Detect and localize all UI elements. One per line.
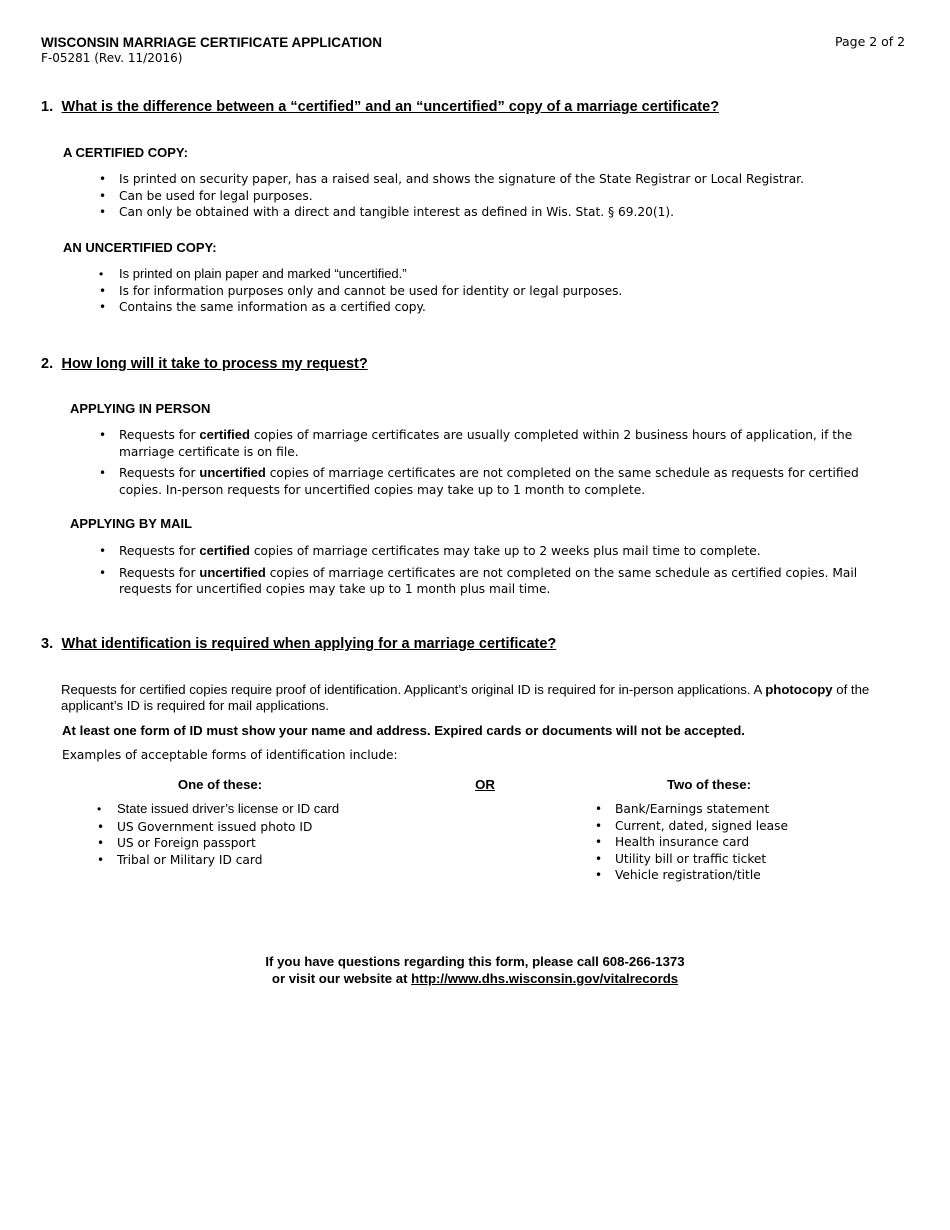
- footer-website-prefix: or visit our website at: [271, 971, 412, 986]
- item-text: Requests for: [119, 565, 200, 580]
- list-item: • Health insurance card: [595, 834, 895, 851]
- one-of-these-list: [97, 801, 427, 868]
- list-item: • Utility bill or traffic ticket: [595, 851, 895, 868]
- in-person-heading: APPLYING IN PERSON: [70, 401, 211, 416]
- list-item: • Tribal or Military ID card: [97, 852, 427, 869]
- item-text: copies of marriage certificates are not completed on the same schedule as requests for certified copies. In-person requests for uncertified copies may take up to 1 month to complete.: [119, 466, 859, 497]
- list-item: • Can be used for legal purposes.: [99, 188, 899, 205]
- item-text: Requests for: [119, 466, 200, 480]
- list-item: • US Government issued photo ID: [97, 819, 427, 836]
- list-item: • Bank/Earnings statement: [595, 801, 895, 818]
- question-1: [41, 98, 719, 116]
- question-3-text: What identification is required when applying for a marriage certificate?: [61, 636, 557, 652]
- id-warning: At least one form of ID must show your name and address. Expired cards or documents will not be accepted.: [62, 723, 745, 738]
- list-item: [99, 427, 889, 460]
- item-text: Requests for: [119, 544, 200, 558]
- uncertified-copy-heading: AN UNCERTIFIED COPY:: [63, 240, 217, 255]
- list-item: • Can only be obtained with a direct and tangible interest as defined in Wis. Stat. § 69.20(1).: [99, 204, 899, 221]
- id-examples-intro: Examples of acceptable forms of identification include:: [62, 748, 398, 762]
- item-bold: uncertified: [199, 564, 266, 580]
- by-mail-list: [99, 543, 889, 598]
- question-2-number: 2.: [41, 356, 54, 372]
- list-item: [99, 465, 889, 498]
- list-item: • Is printed on security paper, has a raised seal, and shows the signature of the State Registrar or Local Registrar.: [99, 171, 899, 188]
- two-of-these-heading: Two of these:: [666, 777, 751, 792]
- website-link[interactable]: http://www.dhs.wisconsin.gov/vitalrecords: [411, 971, 679, 986]
- para-text: Requests for certified copies require proof of identification. Applicant’s original ID is required for in-person applications. A: [61, 682, 766, 697]
- question-1-text: What is the difference between a “certified” and an “uncertified” copy of a marriage certificate?: [61, 99, 720, 115]
- item-text: Requests for: [119, 428, 200, 442]
- item-text: copies of marriage certificates may take up to 2 weeks plus mail time to complete.: [249, 544, 761, 558]
- question-3: [41, 635, 556, 653]
- para-text: of the applicant’s ID is required for mail applications.: [61, 682, 870, 713]
- list-item: • Vehicle registration/title: [595, 867, 895, 884]
- one-of-these-heading: One of these:: [177, 777, 263, 792]
- question-2-text: How long will it take to process my request?: [61, 356, 368, 372]
- footer-contact: [0, 953, 950, 987]
- footer-phone-line: If you have questions regarding this form, please call 608-266-1373: [265, 954, 685, 969]
- list-item: • Current, dated, signed lease: [595, 818, 895, 835]
- list-item: [99, 565, 889, 598]
- form-number: F-05281 (Rev. 11/2016): [41, 51, 183, 65]
- in-person-list: [99, 427, 889, 498]
- page-number: Page 2 of 2: [835, 34, 906, 49]
- question-1-number: 1.: [41, 99, 54, 115]
- id-requirement-paragraph: [61, 682, 911, 714]
- list-item: • Is printed on plain paper and marked “uncertified.”: [99, 266, 899, 283]
- or-label: OR: [475, 777, 495, 792]
- form-title: WISCONSIN MARRIAGE CERTIFICATE APPLICATION: [41, 35, 382, 50]
- item-text: copies of marriage certificates are not completed on the same schedule as certified copies. Mail requests for uncertified copies may take up to 1 month plus mail time.: [119, 565, 858, 596]
- item-text: copies of marriage certificates are usually completed within 2 business hours of application, if the marriage certificate is on file.: [119, 428, 853, 459]
- list-item: • Contains the same information as a certified copy.: [99, 299, 899, 316]
- certified-copy-list: [99, 171, 899, 221]
- question-3-number: 3.: [41, 636, 54, 652]
- uncertified-copy-list: [99, 266, 899, 316]
- list-item: [99, 543, 889, 560]
- question-2: [41, 355, 368, 373]
- para-bold: photocopy: [765, 682, 833, 697]
- item-bold: uncertified: [199, 465, 266, 480]
- two-of-these-list: [595, 801, 895, 884]
- item-bold: certified: [199, 427, 250, 442]
- footer-website-line: [0, 970, 950, 987]
- by-mail-heading: APPLYING BY MAIL: [70, 516, 193, 531]
- item-bold: certified: [199, 543, 250, 558]
- certified-copy-heading: A CERTIFIED COPY:: [63, 145, 188, 160]
- list-item: • US or Foreign passport: [97, 835, 427, 852]
- list-item: • Is for information purposes only and cannot be used for identity or legal purposes.: [99, 283, 899, 300]
- list-item: • State issued driver’s license or ID card: [97, 801, 427, 818]
